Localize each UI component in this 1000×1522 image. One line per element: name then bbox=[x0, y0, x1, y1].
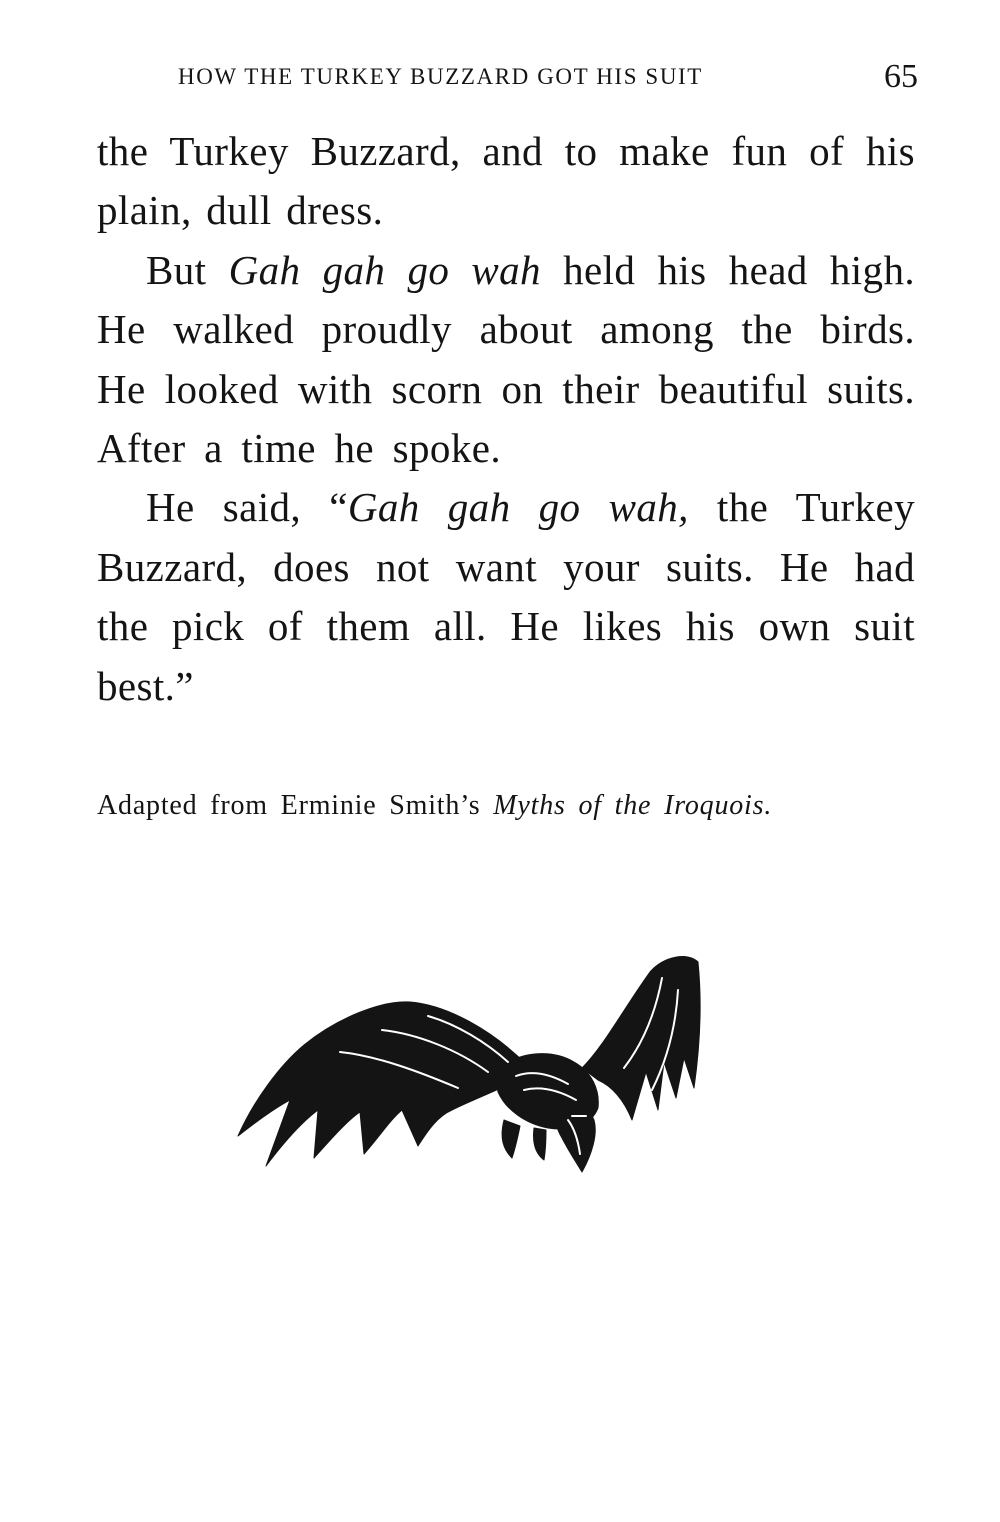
paragraph-3-lead: He said, “ bbox=[146, 484, 348, 531]
story-text bbox=[97, 122, 915, 716]
attribution-prefix: Adapted from Erminie Smith’s bbox=[97, 790, 494, 821]
paragraph-2 bbox=[97, 241, 915, 479]
page-number: 65 bbox=[884, 58, 918, 95]
source-attribution bbox=[97, 790, 915, 822]
buzzard-name-italic: Gah gah go wah, bbox=[347, 484, 689, 531]
attribution-book-title: Myths of the Iroquois. bbox=[493, 790, 773, 821]
buzzard-name-italic: Gah gah go wah bbox=[228, 246, 541, 293]
paragraph-2-lead: But bbox=[146, 246, 229, 293]
buzzard-ink bbox=[238, 957, 700, 1172]
paragraph-1-text: the Turkey Buzzard, and to make fun of his plain, dull dress. bbox=[97, 128, 915, 234]
running-title: HOW THE TURKEY BUZZARD GOT HIS SUIT bbox=[178, 64, 703, 89]
running-head bbox=[178, 58, 918, 98]
buzzard-illustration bbox=[232, 950, 712, 1185]
paragraph-3 bbox=[97, 478, 915, 716]
paragraph-2-rest: held his head high. He walked proudly about among the birds. He looked with scorn on their beautiful suits. After a time he spoke. bbox=[97, 246, 915, 472]
paragraph-1 bbox=[97, 122, 915, 241]
paragraph-3-rest: the Turkey Buzzard, does not want your suits. He had the pick of them all. He likes his own suit best.” bbox=[97, 484, 915, 709]
